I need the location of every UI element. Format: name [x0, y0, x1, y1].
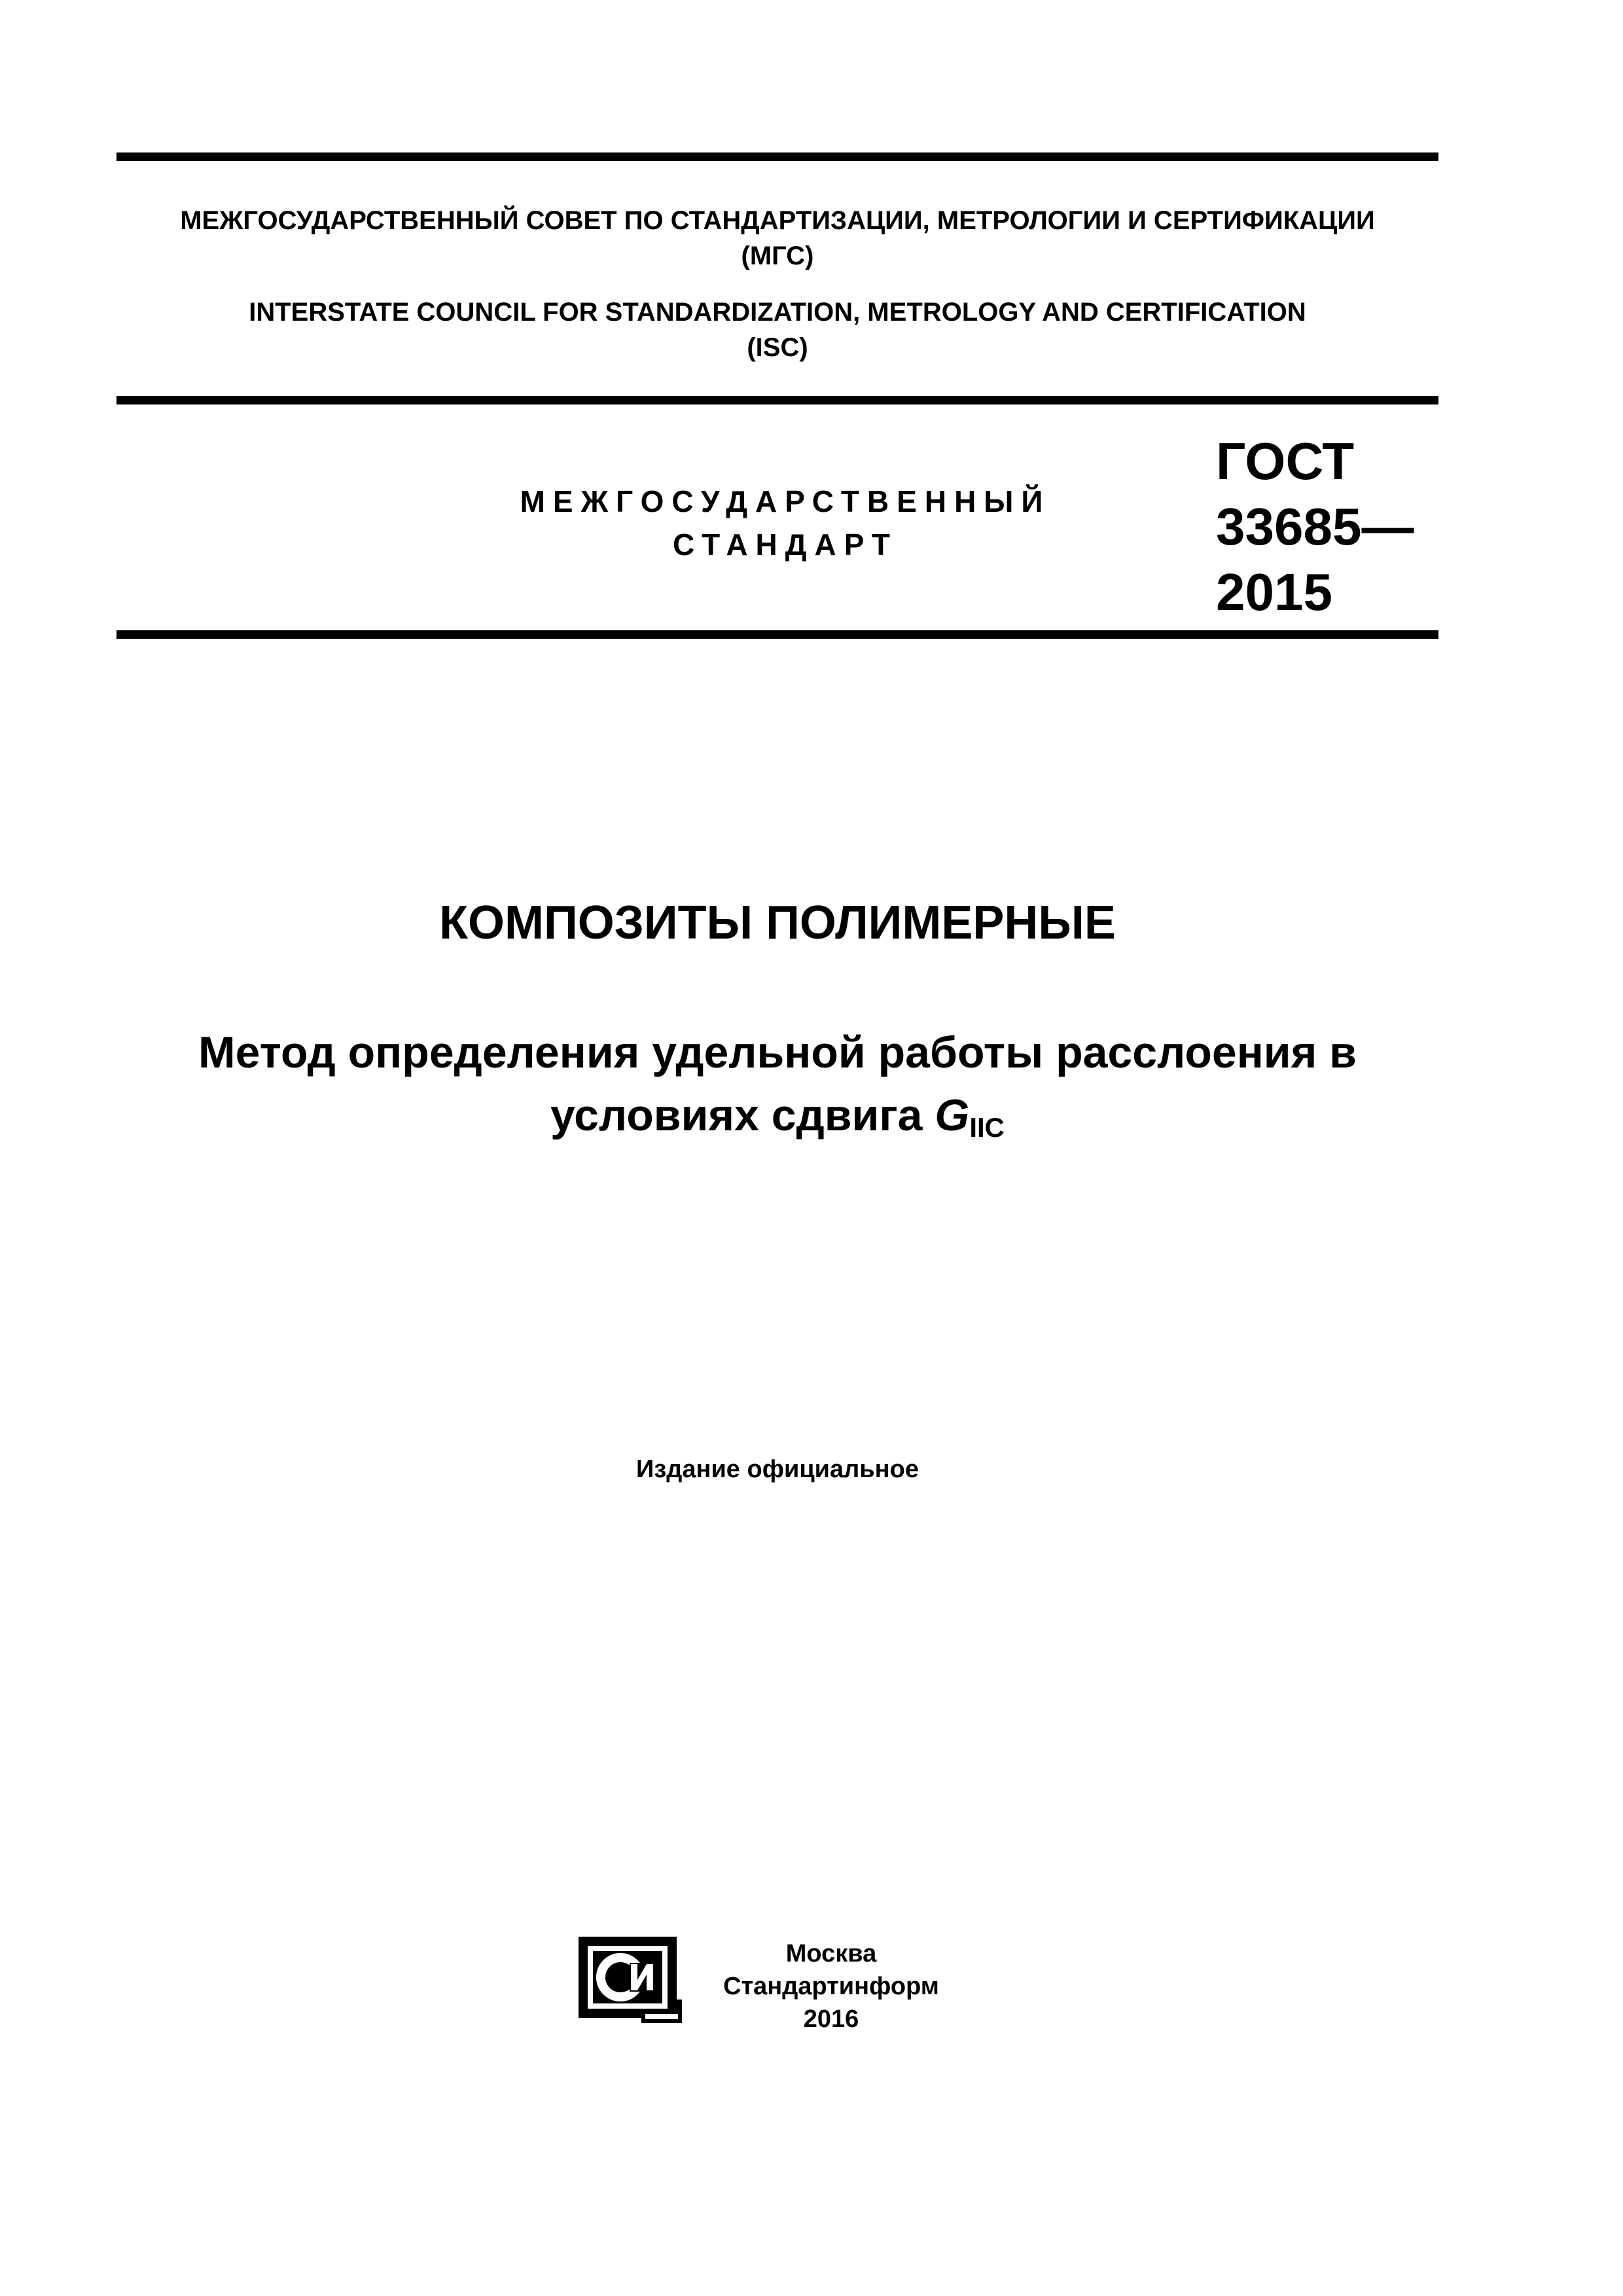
gost-label: ГОСТ: [1216, 432, 1355, 490]
document-title: КОМПОЗИТЫ ПОЛИМЕРНЫЕ: [439, 897, 1116, 949]
publication-year: 2016: [803, 2005, 859, 2033]
document-subtitle-line2: [116, 1084, 1438, 1159]
gost-designation: [1216, 429, 1414, 625]
energy-symbol: G: [935, 1090, 970, 1140]
standard-kind: [458, 480, 1113, 566]
publisher-name: Стандартинформ: [723, 1973, 939, 2000]
document-subtitle: [116, 1021, 1438, 1159]
top-rule: [116, 152, 1438, 161]
publisher-city: Москва: [785, 1940, 877, 1967]
document-subtitle-line1: Метод определения удельной работы расслоения в: [198, 1028, 1357, 1077]
council-name-ru-abbr: (МГС): [741, 242, 814, 270]
council-name-en-abbr: (ISC): [747, 333, 808, 362]
edition-label: Издание официальное: [636, 1456, 919, 1483]
standartinform-logo-icon: [576, 1934, 687, 2026]
council-name-ru: [116, 203, 1438, 274]
energy-symbol-subscript: IIC: [969, 1112, 1005, 1143]
document-subtitle-line2-text: условиях сдвига: [550, 1090, 935, 1140]
council-name-en: [116, 295, 1438, 365]
gost-year: 2015: [1216, 563, 1332, 621]
standard-kind-line1: МЕЖГОСУДАРСТВЕННЫЙ: [520, 484, 1051, 518]
header-bottom-rule: [116, 630, 1438, 639]
header-separator-rule: [116, 396, 1438, 404]
council-name-en-line1: INTERSTATE COUNCIL FOR STANDARDIZATION, METROLOGY AND CERTIFICATION: [249, 298, 1306, 327]
publisher-block: [694, 1937, 969, 2036]
standard-kind-line2: СТАНДАРТ: [673, 528, 898, 562]
council-name-ru-line1: МЕЖГОСУДАРСТВЕННЫЙ СОВЕТ ПО СТАНДАРТИЗАЦИИ, МЕТРОЛОГИИ И СЕРТИФИКАЦИИ: [180, 206, 1375, 235]
gost-number: 33685—: [1216, 497, 1414, 556]
